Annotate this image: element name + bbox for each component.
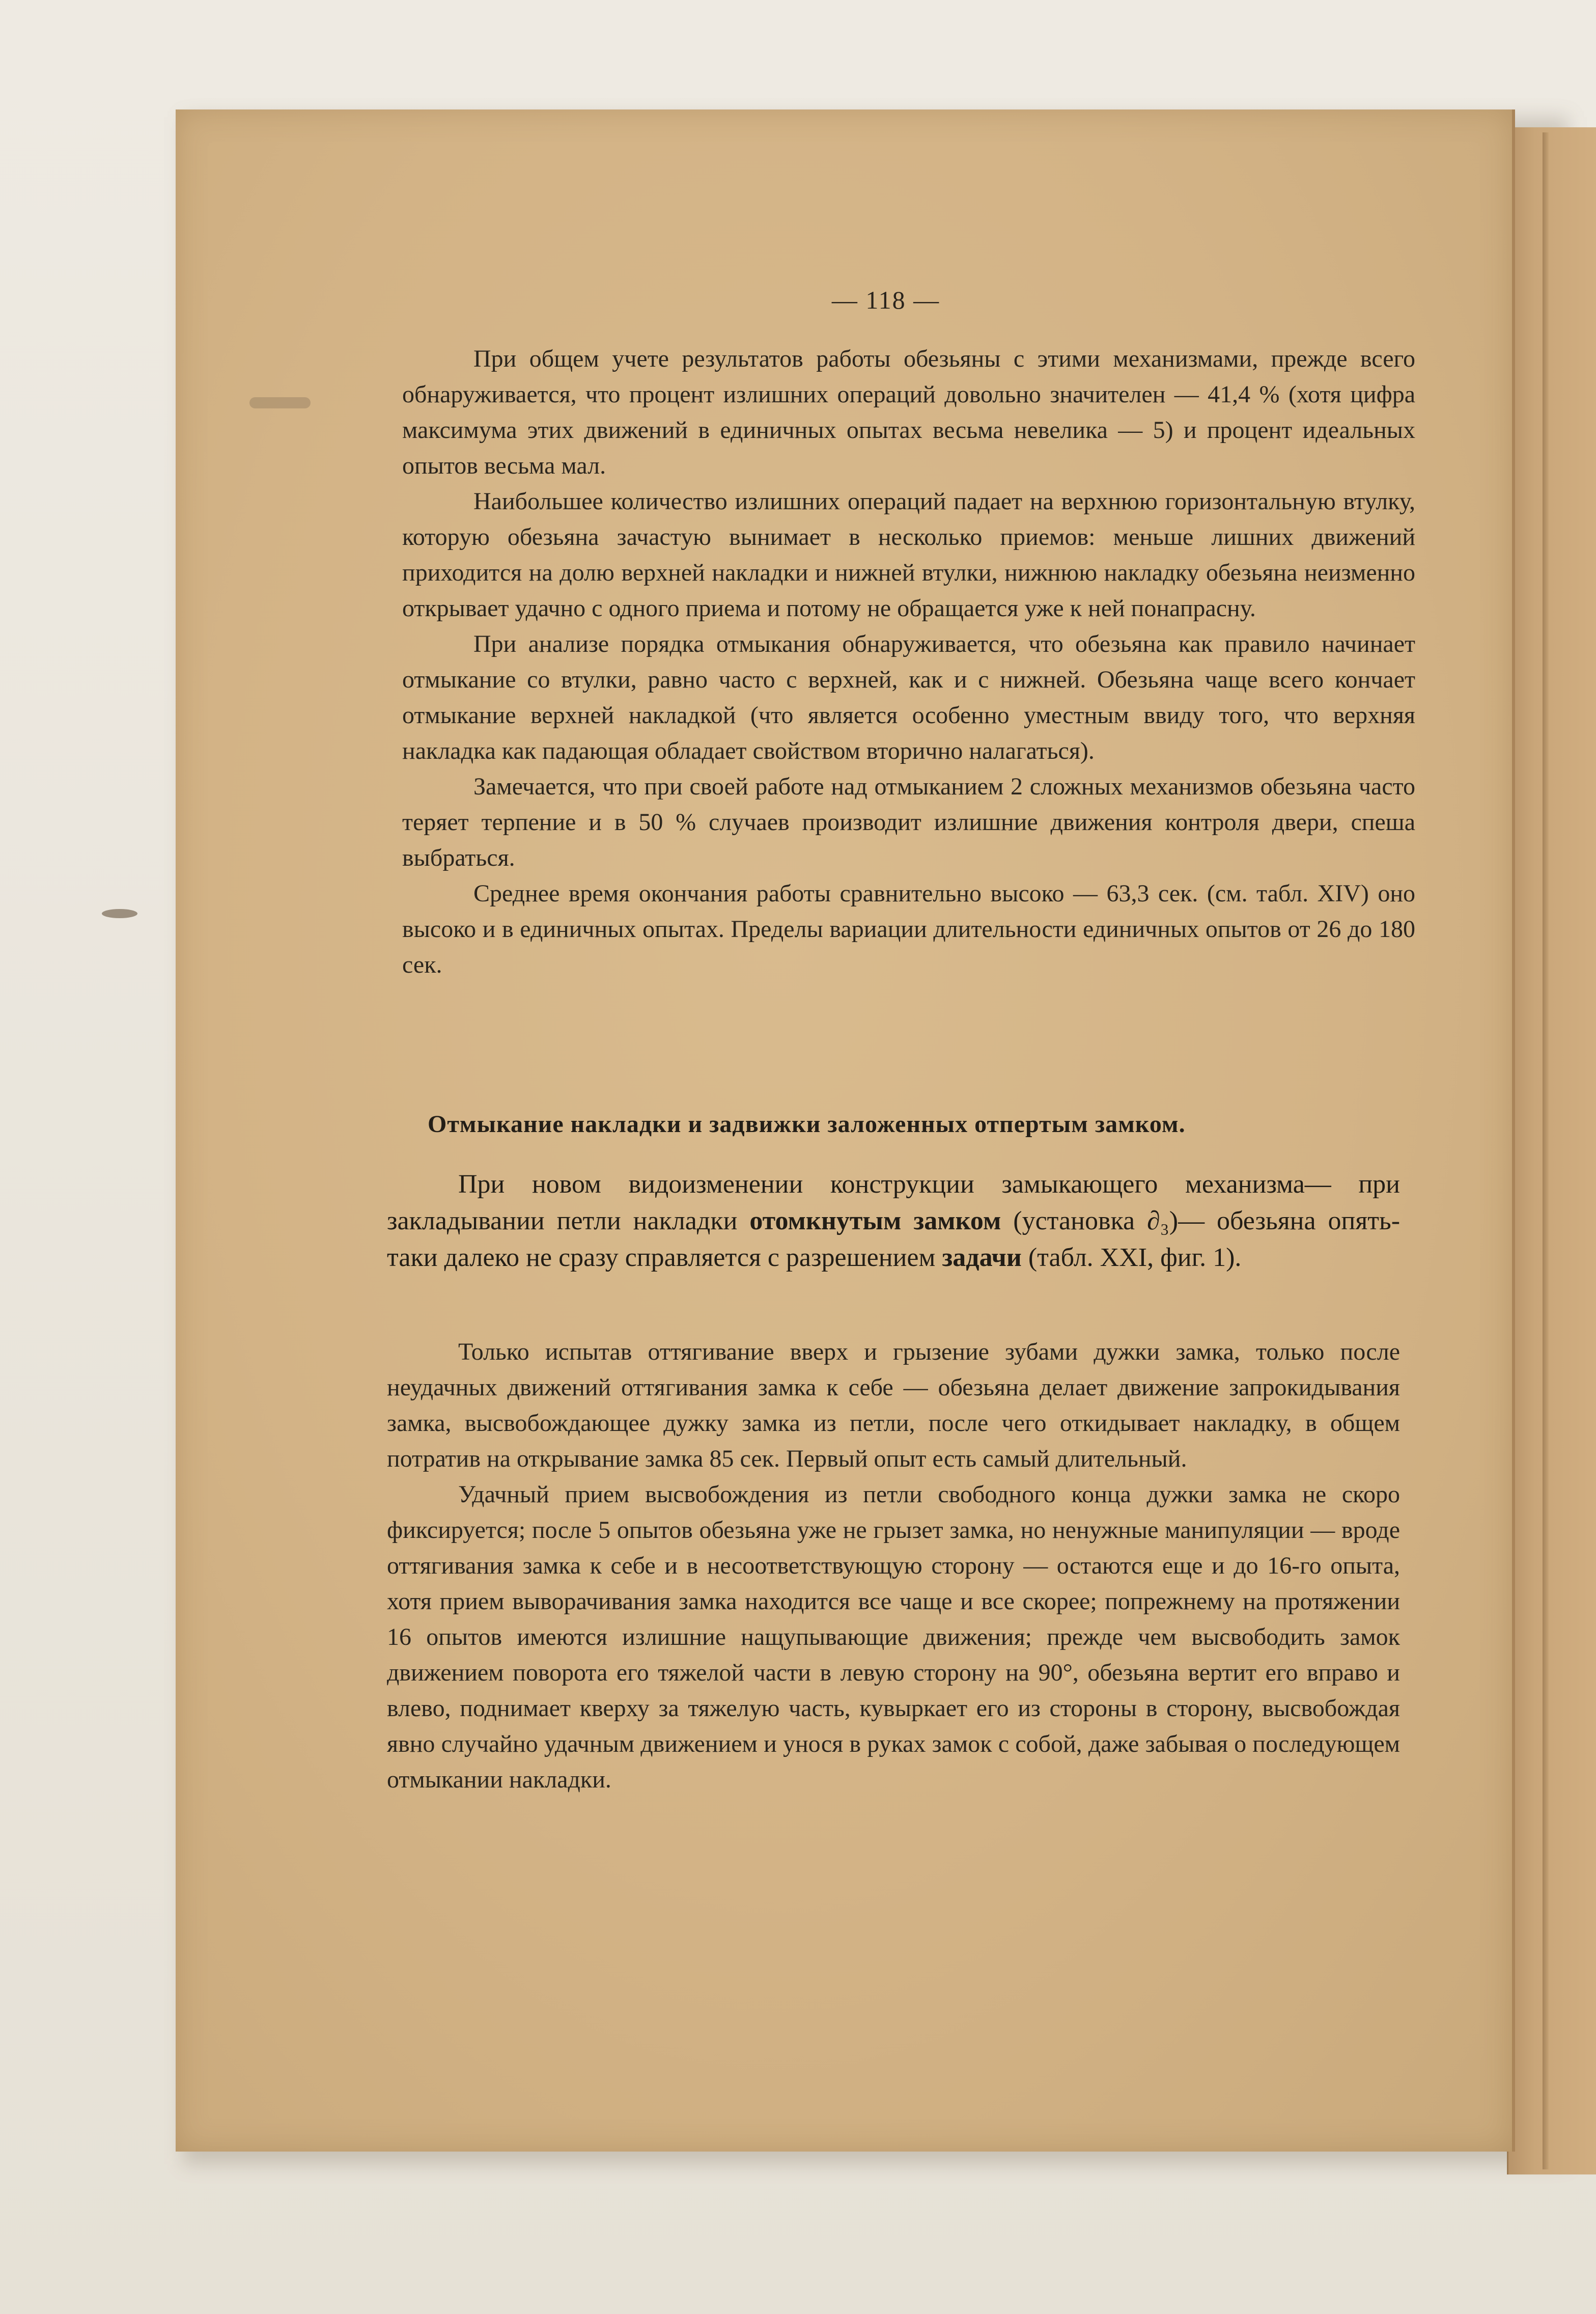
page-number: — 118 — [831,286,940,314]
paragraph: Среднее время окончания работы сравнительно высоко — 63,3 сек. (см. табл. XIV) оно высоко и в единичных опытах. Пределы вариации длительности единичных опытов от 26 до 180 сек. [402,880,1415,978]
back-page-edge [1507,127,1596,2174]
intro-text-1: При новом видоизменении конструкции замыкающего механизма— при закладывании петли накладки [387,1170,1400,1235]
ink-spot [102,909,137,918]
intro-bold-1: отомкнутым замком [749,1206,1001,1235]
bottom-text-block [387,1334,1400,1798]
paper-smudge [249,397,311,408]
intro-paragraph [387,1166,1400,1276]
paragraph: Наибольшее количество излишних операций падает на верхнюю горизонтальную втулку, которую обезьяна зачастую вынимает в несколько приемов: меньше лишних движений приходится на долю верхней накладки и нижней втулки, нижнюю накладку обезьяна неизменно открывает удачно с одного приема и потому не обращается уже к ней понапрасну. [402,488,1415,622]
intro-text-3: (табл. XXI, фиг. 1). [1021,1243,1242,1272]
back-page-fold [1543,132,1549,2169]
paragraph: Удачный прием высвобождения из петли свободного конца дужки замка не скоро фиксируется; после 5 опытов обезьяна уже не грызет замка, но ненужные манипуляции — вроде оттягивания замка к себе и в несоответствующую сторону — остаются еще и до 16-го опыта, хотя прием выворачивания замка находится все чаще и все скорее; попрежнему на протяжении 16 опытов имеются излишние нащупывающие движения; прежде чем высвободить замок движением поворота его тяжелой части в левую сторону на 90°, обезьяна вертит его вправо и влево, поднимает кверху за тяжелую часть, кувыркает его из стороны в сторону, высвобождая явно случайно удачным движением и унося в руках замок с собой, даже забывая о последующем отмыкании накладки. [387,1481,1400,1793]
intro-bold-2: задачи [942,1243,1022,1272]
paragraph: Замечается, что при своей работе над отмыканием 2 сложных механизмов обезьяна часто теряет терпение и в 50 % случаев производит излишние движения контроля двери, спеша выбраться. [402,773,1415,871]
top-text-block [402,341,1415,983]
section-intro [387,1166,1400,1276]
paragraph: Только испытав оттягивание вверх и грызение зубами дужки замка, только после неудачных движений оттягивания замка к себе — обезьяна делает движение запрокидывания замка, высвобождающее дужку замка из петли, после чего откидывает накладку, в общем потратив на открывание замка 85 сек. Первый опыт есть самый длительный. [387,1338,1400,1472]
paragraph: При общем учете результатов работы обезьяны с этими механизмами, прежде всего обнаруживается, что процент излишних операций довольно значителен — 41,4 % (хотя цифра максимума этих движений в единичных опытах весьма невелика — 5) и процент идеальных опытов весьма мал. [402,345,1415,479]
intro-text-2: (установка ∂₃)— обезьяна опять-таки далеко не сразу справляется с разрешением [387,1206,1401,1272]
paragraph: При анализе порядка отмыкания обнаруживается, что обезьяна как правило начинает отмыкание со втулки, равно часто с верхней, как и с нижней. Обезьяна чаще всего кончает отмыкание верхней накладкой (что является особенно уместным ввиду того, что верхняя накладка как падающая обладает свойством вторично налагаться). [402,630,1415,764]
section-heading: Отмыкание накладки и задвижки заложенных отпертым замком. [428,1111,1186,1138]
